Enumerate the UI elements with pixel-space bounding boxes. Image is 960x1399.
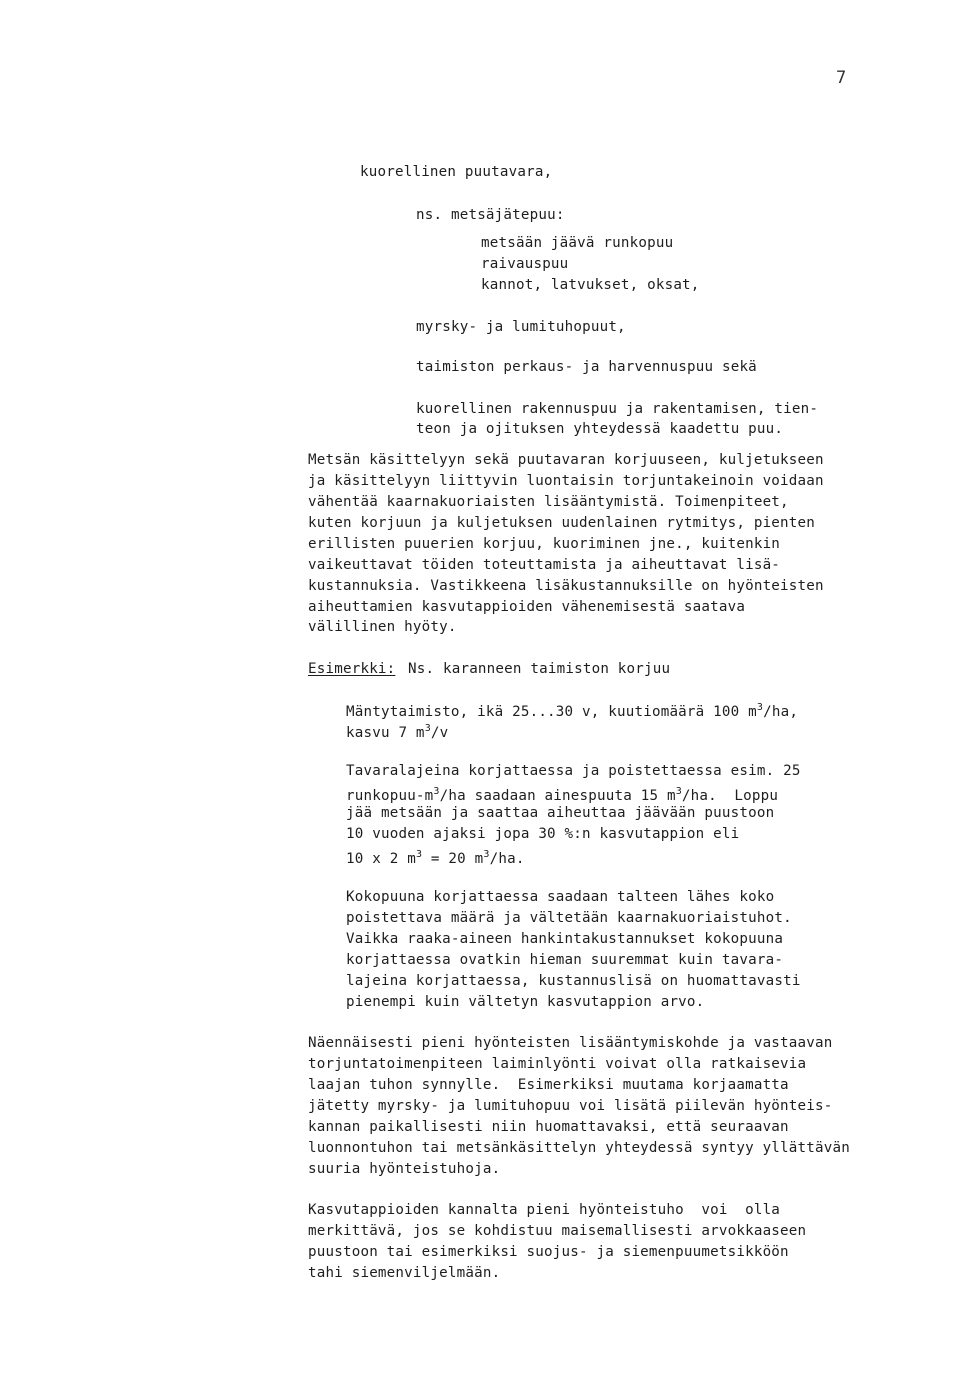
paragraph-line: laajan tuhon synnylle. Esimerkiksi muutama korjaamatta bbox=[308, 1077, 789, 1093]
paragraph-line: erillisten puuerien korjuu, kuoriminen jne., kuitenkin bbox=[308, 536, 781, 552]
intro-line: metsään jäävä runkopuu bbox=[481, 235, 674, 251]
intro-line: raivauspuu bbox=[481, 256, 569, 272]
example-title: Ns. karanneen taimiston korjuu bbox=[408, 661, 671, 677]
example-text-line: korjattaessa ovatkin hieman suuremmat kuin tavara- bbox=[346, 952, 784, 968]
intro-line: kuorellinen puutavara, bbox=[360, 164, 553, 180]
example-text-line: lajeina korjattaessa, kustannuslisä on huomattavasti bbox=[346, 973, 801, 989]
intro-line: kannot, latvukset, oksat, bbox=[481, 277, 700, 293]
example-text-line: Tavaralajeina korjattaessa ja poistettaessa esim. 25 bbox=[346, 763, 801, 779]
paragraph-line: Näennäisesti pieni hyönteisten lisääntymiskohde ja vastaavan bbox=[308, 1035, 833, 1051]
paragraph-line: puustoon tai esimerkiksi suojus- ja siemenpuumetsikköön bbox=[308, 1244, 789, 1260]
paragraph-line: ja käsittelyyn liittyvin luontaisin torjuntakeinoin voidaan bbox=[308, 473, 824, 489]
paragraph-line: luonnontuhon tai metsänkäsittelyn yhteydessä syntyy yllättävän bbox=[308, 1140, 850, 1156]
paragraph-line: kustannuksia. Vastikkeena lisäkustannuksille on hyönteisten bbox=[308, 578, 824, 594]
paragraph-line: kannan paikallisesti niin huomattavaksi, että seuraavan bbox=[308, 1119, 789, 1135]
paragraph-line: vaikeuttavat töiden toteuttamista ja aiheuttavat lisä- bbox=[308, 557, 781, 573]
paragraph-line: suuria hyönteistuhoja. bbox=[308, 1161, 501, 1177]
paragraph-line: merkittävä, jos se kohdistuu maisemallisesti arvokkaaseen bbox=[308, 1223, 807, 1239]
example-text-line: poistettava määrä ja vältetään kaarnakuoriaistuhot. bbox=[346, 910, 792, 926]
example-text-line: runkopuu-$m^3/ha$ saadaan ainespuuta 15 $m^3/ha$. Loppu bbox=[346, 786, 779, 804]
example-label: Esimerkki: bbox=[308, 661, 396, 677]
paragraph-line: jätetty myrsky- ja lumituhopuu voi lisätä piilevän hyönteis- bbox=[308, 1098, 833, 1114]
example-text-line: 10 x 2 $m^3 = 20$ $m^3/ha$. bbox=[346, 849, 525, 867]
paragraph-line: tahi siemenviljelmään. bbox=[308, 1265, 501, 1281]
intro-line: kuorellinen rakennuspuu ja rakentamisen, tien- bbox=[416, 401, 819, 417]
paragraph-line: kuten korjuun ja kuljetuksen uudenlainen rytmitys, pienten bbox=[308, 515, 816, 531]
intro-line: ns. metsäjätepuu: bbox=[416, 207, 565, 223]
paragraph-line: Metsän käsittelyyn sekä puutavaran korjuuseen, kuljetukseen bbox=[308, 452, 824, 468]
paragraph-line: vähentää kaarnakuoriaisten lisääntymistä. Toimenpiteet, bbox=[308, 494, 789, 510]
paragraph-line: aiheuttamien kasvutappioiden vähenemisestä saatava bbox=[308, 599, 746, 615]
example-stand-line: Mäntytaimisto, ikä 25...30 v, kuutiomäärä 100 $m^3/ha$, bbox=[346, 702, 799, 720]
intro-line: myrsky- ja lumituhopuut, bbox=[416, 319, 626, 335]
intro-line: teon ja ojituksen yhteydessä kaadettu puu. bbox=[416, 421, 784, 437]
intro-line: taimiston perkaus- ja harvennuspuu sekä bbox=[416, 359, 757, 375]
example-stand-line: kasvu 7 $m^3/v$ bbox=[346, 723, 449, 741]
paragraph-line: torjuntatoimenpiteen laiminlyönti voivat olla ratkaisevia bbox=[308, 1056, 807, 1072]
paragraph-line: Kasvutappioiden kannalta pieni hyönteistuho voi olla bbox=[308, 1202, 781, 1218]
paragraph-line: välillinen hyöty. bbox=[308, 619, 457, 635]
example-text-line: Kokopuuna korjattaessa saadaan talteen lähes koko bbox=[346, 889, 775, 905]
page-number: 7 bbox=[836, 68, 847, 88]
example-text-line: pienempi kuin vältetyn kasvutappion arvo. bbox=[346, 994, 705, 1010]
example-text-line: 10 vuoden ajaksi jopa 30 %:n kasvutappion eli bbox=[346, 826, 740, 842]
example-text-line: Vaikka raaka-aineen hankintakustannukset kokopuuna bbox=[346, 931, 784, 947]
example-text-line: jää metsään ja saattaa aiheuttaa jäävään puustoon bbox=[346, 805, 775, 821]
